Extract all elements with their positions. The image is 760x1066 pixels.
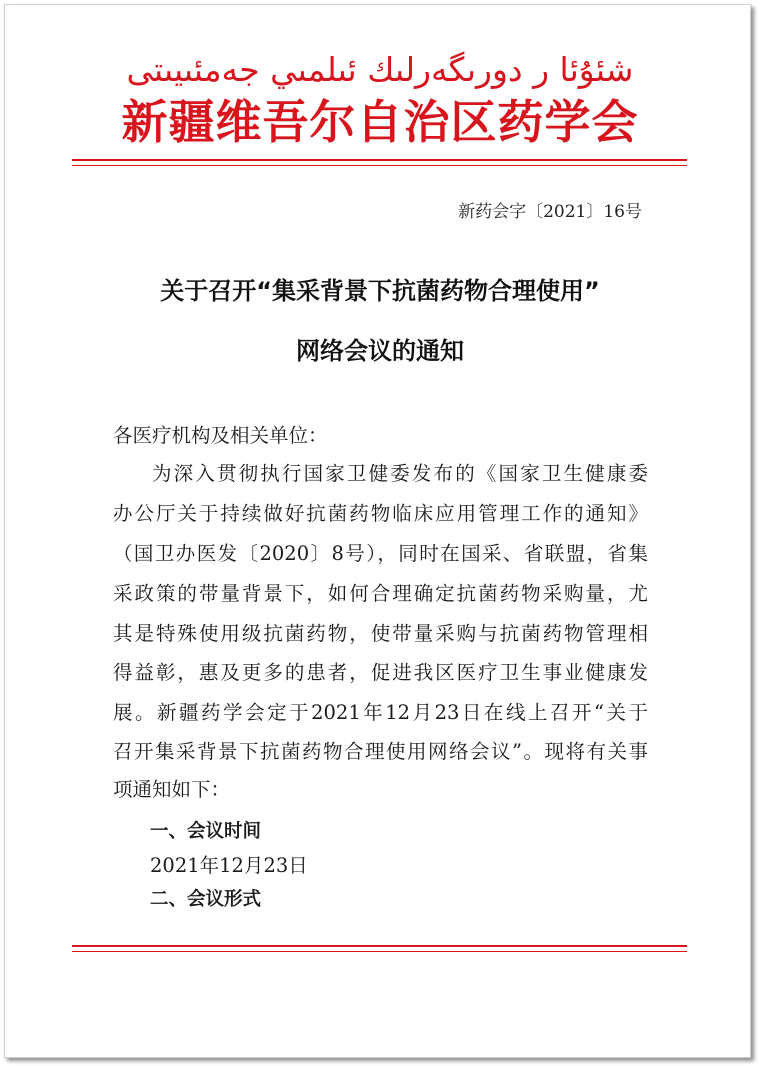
document-number: 新药会字〔2021〕16号 bbox=[458, 202, 642, 222]
section-heading-meeting-format: 二、会议形式 bbox=[150, 889, 262, 910]
document-page bbox=[4, 4, 751, 1058]
section-heading-meeting-time: 一、会议时间 bbox=[150, 821, 262, 842]
meeting-date: 2021年12月23日 bbox=[150, 854, 308, 877]
notice-title-line-2: 网络会议的通知 bbox=[296, 337, 464, 365]
paragraph-line: 为深入贯彻执行国家卫健委发布的《国家卫生健康委 bbox=[152, 462, 648, 485]
footer-rule-thin bbox=[72, 951, 687, 952]
footer-rule-thick bbox=[72, 945, 687, 947]
paragraph-line: 展。新疆药学会定于2021年12月23日在线上召开“关于 bbox=[113, 701, 648, 724]
paragraph-line: 办公厅关于持续做好抗菌药物临床应用管理工作的通知》 bbox=[113, 502, 648, 525]
paragraph-line: 其是特殊使用级抗菌药物，使带量采购与抗菌药物管理相 bbox=[113, 622, 648, 645]
header-rule-thick bbox=[72, 159, 687, 161]
paragraph-line: 召开集采背景下抗菌药物合理使用网络会议”。现将有关事 bbox=[113, 740, 648, 763]
paragraph-line: （国卫办医发〔2020〕8号），同时在国采、省联盟，省集 bbox=[113, 542, 648, 565]
salutation: 各医疗机构及相关单位： bbox=[113, 424, 328, 447]
header-rule-thin bbox=[72, 165, 687, 166]
paragraph-line: 得益彰，惠及更多的患者，促进我区医疗卫生事业健康发 bbox=[113, 661, 648, 684]
notice-title-line-1: 关于召开“集采背景下抗菌药物合理使用” bbox=[160, 277, 600, 305]
org-name-chinese: 新疆维吾尔自治区药学会 bbox=[121, 95, 639, 149]
org-name-uyghur: شئۇئا ر دورىگەرلىك ئىلمىي جەمئىيىتى bbox=[126, 50, 634, 89]
paragraph-line: 采政策的带量背景下，如何合理确定抗菌药物采购量，尤 bbox=[113, 582, 648, 605]
paragraph-line: 项通知如下： bbox=[113, 778, 231, 801]
